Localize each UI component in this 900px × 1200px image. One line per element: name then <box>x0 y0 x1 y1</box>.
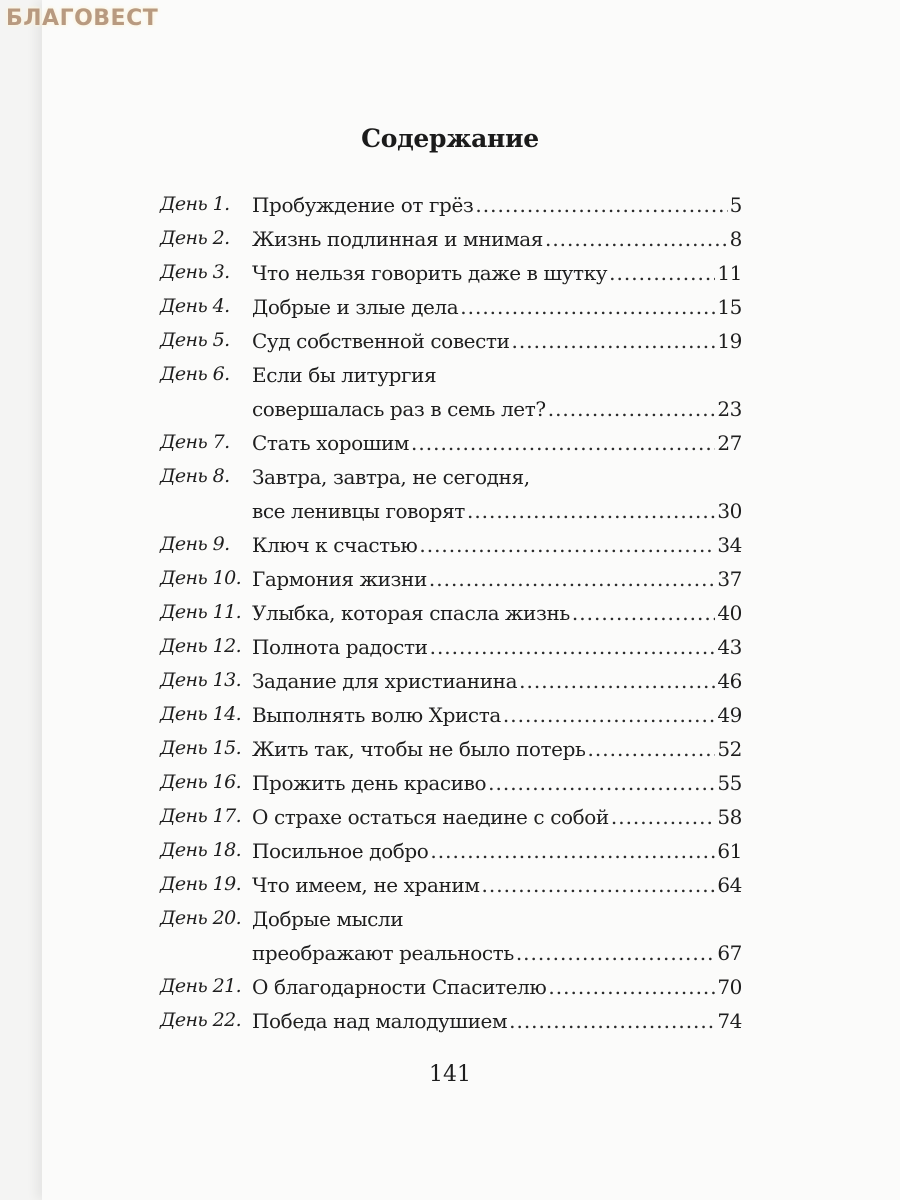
dot-leader <box>548 397 716 421</box>
toc-title-line <box>252 329 742 363</box>
toc-entry <box>160 533 742 567</box>
toc-entry <box>160 873 742 907</box>
toc-day-label: День 11. <box>160 601 242 623</box>
toc-title: все ленивцы говорят <box>252 499 465 523</box>
toc-entry-text <box>252 771 742 805</box>
toc-title-line <box>252 839 742 873</box>
toc-entry-text <box>252 363 742 431</box>
toc-day-label: День 3. <box>160 261 230 283</box>
toc-title-line <box>252 805 742 839</box>
toc-page-number: 5 <box>729 193 742 217</box>
toc-title: Выполнять волю Христа <box>252 703 501 727</box>
toc-entry <box>160 1009 742 1043</box>
dot-leader <box>519 669 715 693</box>
toc-page-number: 15 <box>717 295 742 319</box>
watermark-logo: БЛАГОВЕСТ <box>6 6 159 31</box>
toc-entry <box>160 261 742 295</box>
toc-title-line <box>252 669 742 703</box>
page-title: Содержание <box>361 124 539 153</box>
toc-entry <box>160 703 742 737</box>
toc-entry-text <box>252 567 742 601</box>
toc-page-number: 19 <box>717 329 742 353</box>
toc-title-line <box>252 227 742 261</box>
dot-leader <box>475 193 727 217</box>
toc-day-label: День 22. <box>160 1009 242 1031</box>
toc-title: Жизнь подлинная и мнимая <box>252 227 543 251</box>
toc-title-line <box>252 975 742 1009</box>
toc-day-label: День 13. <box>160 669 242 691</box>
toc-page-number: 30 <box>717 499 742 523</box>
toc-entry-text <box>252 703 742 737</box>
toc-title-line <box>252 703 742 737</box>
toc-title-line <box>252 193 742 227</box>
toc-title-line <box>252 873 742 907</box>
toc-title: Что нельзя говорить даже в шутку <box>252 261 608 285</box>
table-of-contents <box>160 193 742 1043</box>
toc-title: совершалась раз в семь лет? <box>252 397 546 421</box>
toc-title: Если бы литургия <box>252 363 437 387</box>
toc-entry-text <box>252 669 742 703</box>
toc-entry-text <box>252 1009 742 1043</box>
toc-page-number: 61 <box>717 839 742 863</box>
toc-title: Гармония жизни <box>252 567 427 591</box>
toc-title-line <box>252 533 742 567</box>
toc-day-label: День 4. <box>160 295 230 317</box>
toc-entry-text <box>252 737 742 771</box>
toc-title: Улыбка, которая спасла жизнь <box>252 601 570 625</box>
toc-page-number: 70 <box>717 975 742 999</box>
toc-entry <box>160 737 742 771</box>
toc-title-line <box>252 635 742 669</box>
toc-day-label: День 10. <box>160 567 242 589</box>
toc-entry-text <box>252 873 742 907</box>
toc-title: Полнота радости <box>252 635 428 659</box>
toc-entry <box>160 975 742 1009</box>
toc-entry-text <box>252 907 742 975</box>
toc-page-number: 64 <box>717 873 742 897</box>
toc-entry <box>160 907 742 975</box>
toc-title: Стать хорошим <box>252 431 410 455</box>
toc-day-label: День 14. <box>160 703 242 725</box>
toc-entry <box>160 601 742 635</box>
toc-title: Посильное добро <box>252 839 429 863</box>
toc-title: Завтра, завтра, не сегодня, <box>252 465 530 489</box>
toc-entry <box>160 805 742 839</box>
dot-leader <box>488 771 715 795</box>
toc-entry <box>160 669 742 703</box>
toc-day-label: День 12. <box>160 635 242 657</box>
toc-entry <box>160 839 742 873</box>
dot-leader <box>512 329 716 353</box>
dot-leader <box>430 635 716 659</box>
toc-entry-text <box>252 601 742 635</box>
toc-entry <box>160 295 742 329</box>
toc-day-label: День 15. <box>160 737 242 759</box>
dot-leader <box>588 737 716 761</box>
toc-entry-text <box>252 261 742 295</box>
dot-leader <box>572 601 715 625</box>
toc-entry <box>160 363 742 431</box>
toc-title: Задание для христианина <box>252 669 518 693</box>
toc-day-label: День 18. <box>160 839 242 861</box>
dot-leader <box>430 839 715 863</box>
toc-day-label: День 1. <box>160 193 230 215</box>
toc-title: преображают реальность <box>252 941 514 965</box>
toc-page-number: 67 <box>717 941 742 965</box>
toc-page-number: 23 <box>717 397 742 421</box>
toc-title-line <box>252 771 742 805</box>
toc-page-number: 8 <box>729 227 742 251</box>
toc-page-number: 43 <box>717 635 742 659</box>
toc-day-label: День 19. <box>160 873 242 895</box>
dot-leader <box>609 261 715 285</box>
toc-title-line <box>252 261 742 295</box>
page-number: 141 <box>429 1062 471 1087</box>
toc-entry <box>160 227 742 261</box>
toc-day-label: День 5. <box>160 329 230 351</box>
toc-day-label: День 20. <box>160 907 242 929</box>
toc-page-number: 46 <box>717 669 742 693</box>
toc-page-number: 74 <box>717 1009 742 1033</box>
toc-entry-text <box>252 975 742 1009</box>
toc-title-line <box>252 737 742 771</box>
dot-leader <box>516 941 716 965</box>
toc-entry <box>160 431 742 465</box>
toc-day-label: День 7. <box>160 431 230 453</box>
toc-title: Победа над малодушием <box>252 1009 508 1033</box>
toc-entry <box>160 771 742 805</box>
toc-title-line <box>252 363 742 397</box>
toc-title: О страхе остаться наедине с собой <box>252 805 609 829</box>
toc-entry-text <box>252 431 742 465</box>
toc-title-line <box>252 431 742 465</box>
toc-title: Прожить день красиво <box>252 771 487 795</box>
toc-title: Пробуждение от грёз <box>252 193 474 217</box>
toc-page-number: 34 <box>717 533 742 557</box>
toc-entry-text <box>252 839 742 873</box>
toc-entry-text <box>252 329 742 363</box>
dot-leader <box>611 805 715 829</box>
toc-page-number: 55 <box>717 771 742 795</box>
toc-page-number: 49 <box>717 703 742 727</box>
toc-entry <box>160 465 742 533</box>
dot-leader <box>460 295 715 319</box>
dot-leader <box>467 499 715 523</box>
toc-day-label: День 16. <box>160 771 242 793</box>
toc-entry-text <box>252 295 742 329</box>
toc-title-line <box>252 499 742 533</box>
toc-entry-text <box>252 635 742 669</box>
dot-leader <box>545 227 728 251</box>
dot-leader <box>429 567 715 591</box>
dot-leader <box>503 703 715 727</box>
toc-day-label: День 21. <box>160 975 242 997</box>
toc-day-label: День 9. <box>160 533 230 555</box>
toc-title: Добрые мысли <box>252 907 404 931</box>
toc-page-number: 52 <box>717 737 742 761</box>
toc-entry <box>160 193 742 227</box>
toc-title-line <box>252 295 742 329</box>
toc-title-line <box>252 907 742 941</box>
toc-title-line <box>252 1009 742 1043</box>
toc-title: О благодарности Спасителю <box>252 975 547 999</box>
toc-title: Суд собственной совести <box>252 329 510 353</box>
toc-entry-text <box>252 805 742 839</box>
toc-title-line <box>252 567 742 601</box>
toc-title: Добрые и злые дела <box>252 295 459 319</box>
toc-title-line <box>252 941 742 975</box>
toc-page-number: 58 <box>717 805 742 829</box>
toc-entry-text <box>252 465 742 533</box>
dot-leader <box>419 533 715 557</box>
toc-title-line <box>252 465 742 499</box>
toc-entry <box>160 635 742 669</box>
toc-page-number: 40 <box>717 601 742 625</box>
toc-page-number: 37 <box>717 567 742 591</box>
toc-day-label: День 2. <box>160 227 230 249</box>
toc-title: Ключ к счастью <box>252 533 418 557</box>
toc-entry <box>160 329 742 363</box>
toc-page-number: 11 <box>717 261 742 285</box>
dot-leader <box>411 431 715 455</box>
toc-day-label: День 17. <box>160 805 242 827</box>
toc-entry-text <box>252 193 742 227</box>
toc-entry-text <box>252 533 742 567</box>
toc-entry <box>160 567 742 601</box>
toc-day-label: День 8. <box>160 465 230 487</box>
dot-leader <box>509 1009 715 1033</box>
toc-title: Жить так, чтобы не было потерь <box>252 737 586 761</box>
dot-leader <box>482 873 716 897</box>
dot-leader <box>548 975 715 999</box>
toc-day-label: День 6. <box>160 363 230 385</box>
toc-title-line <box>252 397 742 431</box>
toc-page-number: 27 <box>717 431 742 455</box>
toc-title: Что имеем, не храним <box>252 873 480 897</box>
toc-entry-text <box>252 227 742 261</box>
toc-title-line <box>252 601 742 635</box>
